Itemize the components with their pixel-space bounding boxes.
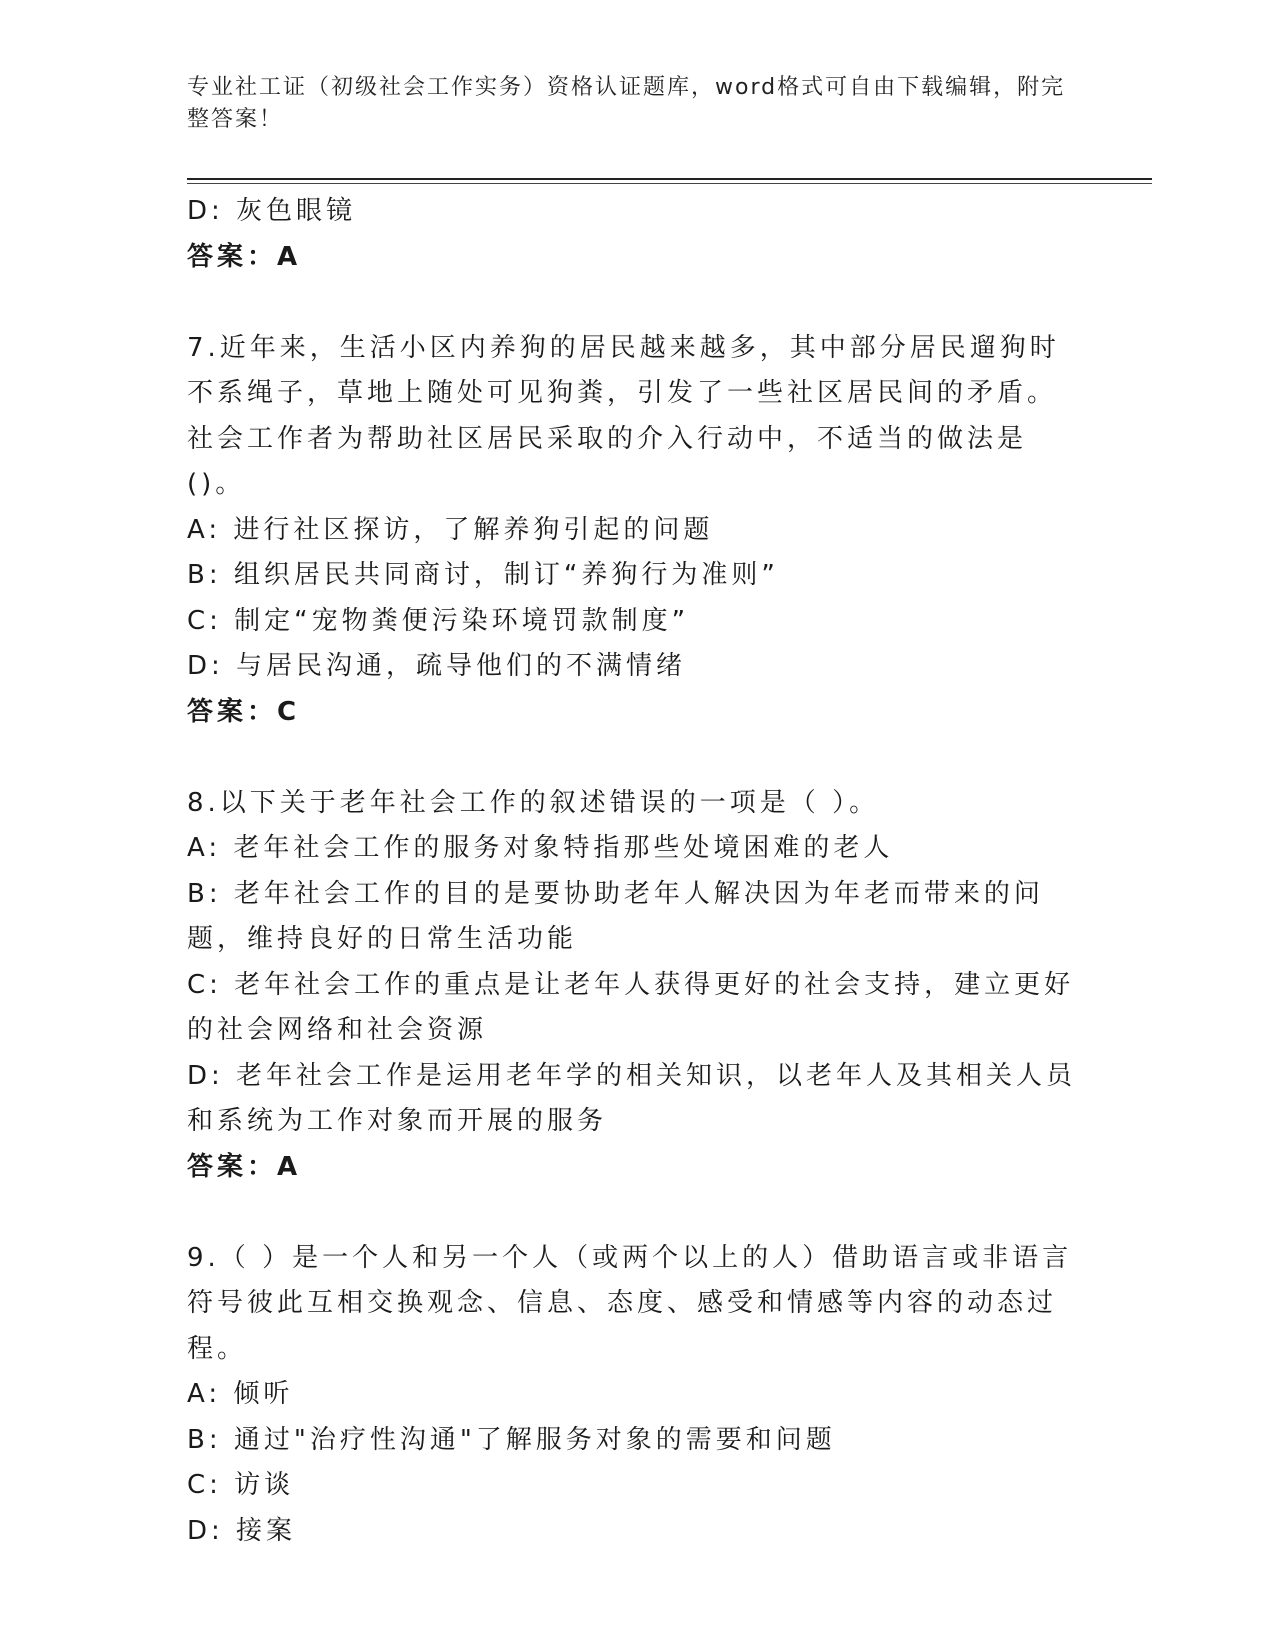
question-8-option-b: B: 老年社会工作的目的是要协助老年人解决因为年老而带来的问题，维持良好的日常生活功能	[187, 878, 1044, 954]
question-7-option-c: C: 制定“宠物粪便污染环境罚款制度”	[187, 605, 690, 636]
question-9-option-a: A: 倾听	[187, 1379, 294, 1409]
spacer	[187, 280, 1077, 326]
page-header: 专业社工证（初级社会工作实务）资格认证题库，word格式可自由下载编辑，附完整答案！	[187, 75, 1066, 132]
prev-answer: 答案：A	[187, 241, 302, 272]
question-9-option-c: C: 访谈	[187, 1470, 295, 1500]
question-8-option-d: D: 老年社会工作是运用老年学的相关知识，以老年人及其相关人员和系统为工作对象而开展的服务	[187, 1060, 1077, 1136]
question-9-option-d: D: 接案	[187, 1515, 297, 1546]
header-divider-thin	[187, 183, 1152, 184]
question-9-stem: 9.（ ）是一个人和另一个人（或两个以上的人）借助语言或非语言符号彼此互相交换观念、信息、态度、感受和情感等内容的动态过程。	[187, 1242, 1073, 1364]
question-7-answer: 答案：C	[187, 696, 301, 727]
question-9-option-b: B: 通过"治疗性沟通"了解服务对象的需要和问题	[187, 1424, 836, 1455]
question-7-option-d: D: 与居民沟通，疏导他们的不满情绪	[187, 651, 687, 681]
question-8-answer: 答案：A	[187, 1151, 302, 1182]
question-7-option-b: B: 组织居民共同商讨，制订“养狗行为准则”	[187, 560, 779, 590]
question-8-option-c: C: 老年社会工作的重点是让老年人获得更好的社会支持，建立更好的社会网络和社会资源	[187, 969, 1075, 1045]
spacer	[187, 1190, 1077, 1236]
prev-option-d: D: 灰色眼镜	[187, 196, 357, 226]
question-8-option-a: A: 老年社会工作的服务对象特指那些处境困难的老人	[187, 833, 894, 863]
question-7-stem: 7.近年来，生活小区内养狗的居民越来越多，其中部分居民遛狗时不系绳子，草地上随处可见狗粪，引发了一些社区居民间的矛盾。社会工作者为帮助社区居民采取的介入行动中，不适当的做法是()。	[187, 332, 1060, 499]
question-8-stem: 8.以下关于老年社会工作的叙述错误的一项是（ ）。	[187, 787, 880, 818]
question-content	[187, 189, 1077, 1554]
header-divider	[187, 178, 1152, 180]
question-7-option-a: A: 进行社区探访，了解养狗引起的问题	[187, 514, 714, 545]
spacer	[187, 735, 1077, 781]
